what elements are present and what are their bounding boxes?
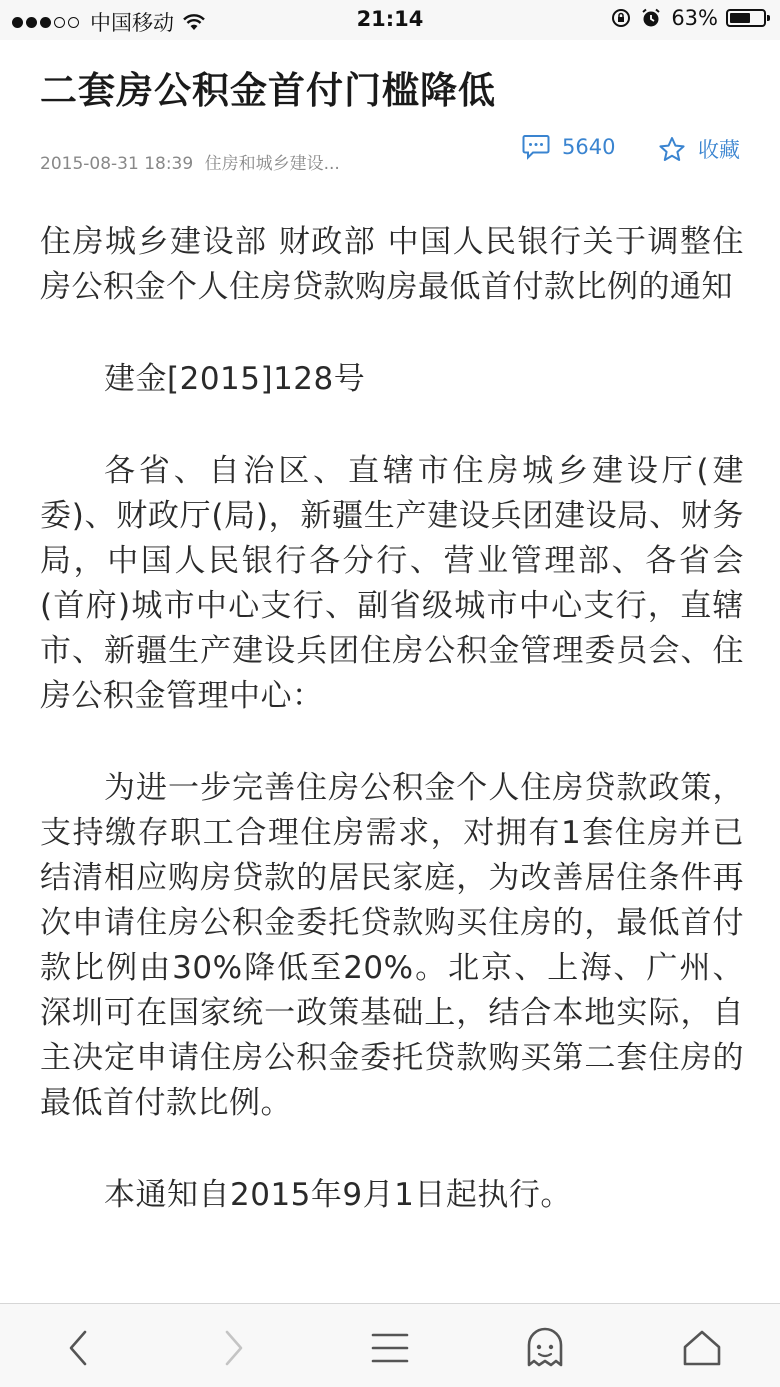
forward-button[interactable] — [210, 1324, 258, 1372]
back-button[interactable] — [54, 1324, 102, 1372]
ghost-button[interactable] — [521, 1324, 569, 1372]
orientation-lock-icon — [611, 8, 631, 28]
alarm-icon — [641, 8, 661, 28]
article-date: 2015-08-31 18:39 — [40, 154, 194, 174]
bottom-toolbar — [0, 1303, 780, 1387]
menu-icon — [371, 1332, 409, 1364]
ghost-face-icon — [525, 1327, 565, 1369]
article-meta — [40, 149, 340, 174]
battery-fill — [730, 13, 750, 23]
back-arrow-icon — [67, 1329, 89, 1367]
article-body — [40, 220, 744, 1265]
recipients-paragraph: 各省、自治区、直辖市住房城乡建设厅(建委)、财政厅(局)，新疆生产建设兵团建设局、财务局，中国人民银行各分行、营业管理部、各省会(首府)城市中心支行、副省级城市中心支行，直辖市、新疆生产建设兵团住房公积金管理委员会、住房公积金管理中心： — [40, 453, 744, 714]
favorite-button[interactable] — [658, 134, 740, 164]
document-number: 建金[2015]128号 — [104, 361, 366, 397]
comment-icon — [522, 134, 550, 160]
status-right — [611, 6, 766, 30]
home-button[interactable] — [678, 1324, 726, 1372]
star-icon — [658, 136, 686, 163]
menu-button[interactable] — [366, 1324, 414, 1372]
article-title: 二套房公积金首付门槛降低 — [40, 69, 496, 112]
forward-arrow-icon — [223, 1329, 245, 1367]
policy-paragraph: 为进一步完善住房公积金个人住房贷款政策，支持缴存职工合理住房需求，对拥有1套住房并已结清相应购房贷款的居民家庭，为改善居住条件再次申请住房公积金委托贷款购买住房的，最低首付款比例由30%降低至20%。北京、上海、广州、深圳可在国家统一政策基础上，结合本地实际，自主决定申请住房公积金委托贷款购买第二套住房的最低首付款比例。 — [40, 770, 744, 1121]
battery-icon — [726, 9, 766, 27]
carrier-name: 中国移动 — [90, 11, 174, 35]
status-time: 21:14 — [356, 7, 424, 31]
home-icon — [682, 1329, 722, 1367]
article-source: 住房和城乡建设... — [204, 154, 340, 174]
battery-percent: 63% — [671, 6, 718, 30]
notice-heading: 住房城乡建设部 财政部 中国人民银行关于调整住房公积金个人住房贷款购房最低首付款比例的通知 — [40, 224, 744, 305]
comment-count: 5640 — [562, 135, 616, 159]
favorite-label: 收藏 — [698, 138, 740, 162]
status-bar — [0, 0, 780, 40]
effective-date-paragraph: 本通知自2015年9月1日起执行。 — [104, 1177, 572, 1213]
comment-button[interactable] — [522, 134, 615, 160]
